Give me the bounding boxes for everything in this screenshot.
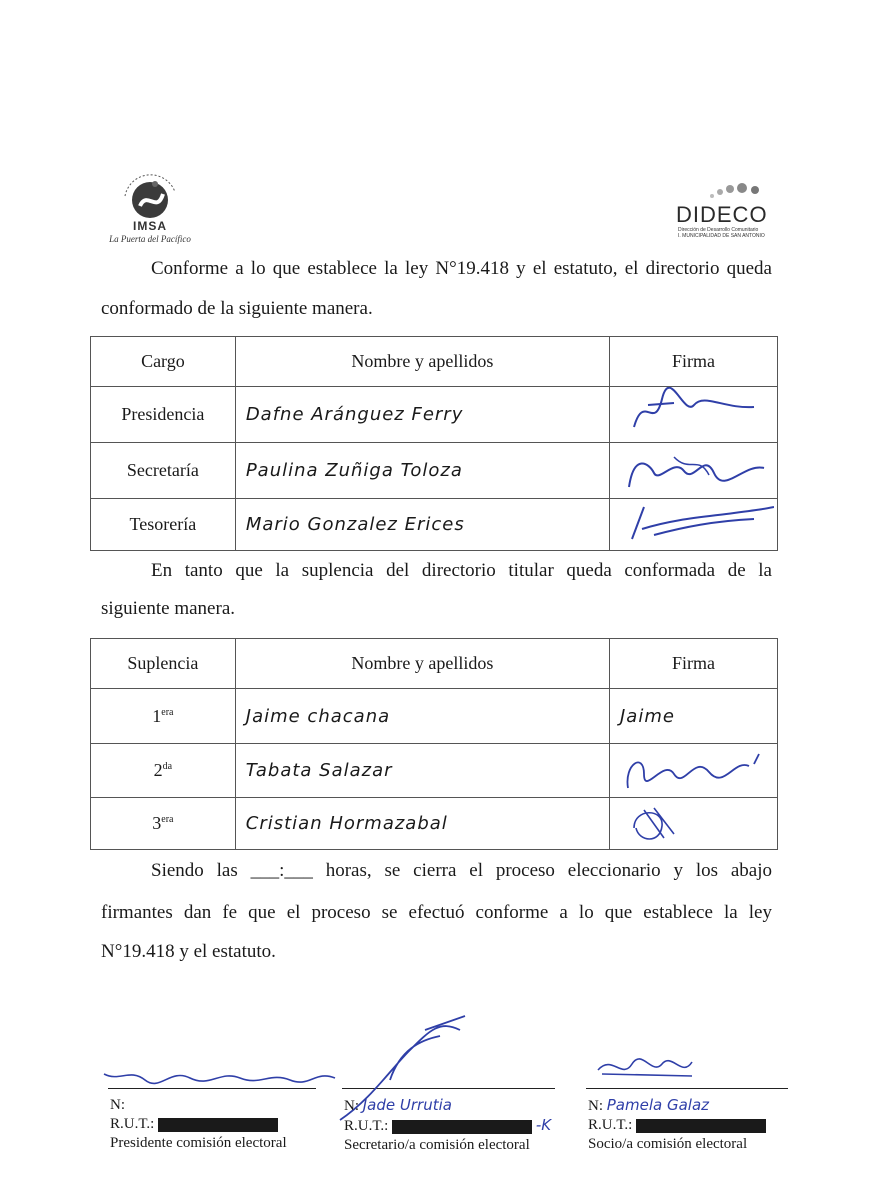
suplencia-cell [91,689,236,744]
signature-cell [610,443,778,499]
suplencia-ordinal: era [161,706,174,718]
table-row [91,744,778,798]
table-row [91,387,778,443]
role-label: Socio/a comisión electoral [588,1136,748,1152]
suplencia-number: 3 [152,813,162,833]
paragraph-3-line-2: firmantes dan fe que el proceso se efectuó conforme a lo que establece la ley [101,902,772,923]
paragraph-3-line-3: N°19.418 y el estatuto. [101,941,276,962]
paragraph-1-line-2: conformado de la siguiente manera. [101,298,373,319]
signature-scribble-icon [614,443,774,493]
name-field [588,1096,788,1116]
signature-scribble-icon [614,499,774,545]
name-field [344,1096,574,1116]
rut-label: R.U.T.: [588,1117,633,1133]
table-header-row [91,337,778,387]
suplencia-cell [91,798,236,850]
handwritten-name: Pamela Galaz [606,1096,710,1114]
handwritten-name: Tabata Salazar [235,744,609,798]
handwritten-rut-tail: -K [535,1116,552,1134]
rut-field [344,1116,574,1136]
dideco-sub-line1: Dirección de Desarrollo Comunitario [678,227,759,233]
handwritten-signature: Jaime [610,689,778,744]
paragraph-2-line-2: siguiente manera. [101,598,236,619]
signature-scribble-icon [100,1058,360,1098]
signature-scribble-icon [592,1050,702,1086]
name-field-label: N: [110,1097,125,1113]
cargo-cell: Tesorería [91,499,236,551]
redacted-rut [636,1119,766,1133]
column-header-nombre: Nombre y apellidos [235,337,609,387]
handwritten-name: Cristian Hormazabal [235,798,609,850]
signature-scribble-icon [614,744,774,792]
cargo-cell: Presidencia [91,387,236,443]
rut-field [588,1116,788,1135]
column-header-suplencia: Suplencia [91,639,236,689]
imsa-logo-name: IMSA [133,219,167,233]
table-row [91,689,778,744]
handwritten-name: Mario Gonzalez Erices [235,499,609,551]
role-label: Presidente comisión electoral [110,1135,287,1151]
suplencia-number: 2 [153,760,163,780]
directorio-table [90,336,778,551]
name-field-label: N: [588,1098,603,1114]
redacted-rut [158,1118,278,1132]
dideco-logo-name: DIDECO [676,202,768,227]
column-header-firma: Firma [610,639,778,689]
signature-cell [610,499,778,551]
signature-cell [610,744,778,798]
paragraph-3-line-1: Siendo las ___:___ horas, se cierra el proceso eleccionario y los abajo [151,860,772,881]
suplencia-ordinal: da [162,761,173,772]
suplencia-number: 1 [152,705,162,726]
suplencia-ordinal: era [161,814,174,825]
signature-line-socio [586,1088,788,1089]
signature-scribble-icon [614,798,774,844]
signature-block-secretario [344,1096,574,1155]
column-header-nombre: Nombre y apellidos [235,639,609,689]
role-label: Secretario/a comisión electoral [344,1137,530,1153]
imsa-logo [95,170,205,250]
dideco-dots-icon [668,180,778,204]
handwritten-name: Paulina Zuñiga Toloza [235,443,609,499]
imsa-logo-motto: La Puerta del Pacífico [109,234,191,244]
column-header-cargo: Cargo [91,337,236,387]
paragraph-2-line-1: En tanto que la suplencia del directorio titular queda conformada de la [151,560,772,581]
paragraph-1-line-1: Conforme a lo que establece la ley N°19.418 y el estatuto, el directorio queda [151,258,772,279]
signature-block-socio [588,1096,788,1154]
signature-cell [610,798,778,850]
signature-cell [610,387,778,443]
rut-field [110,1115,330,1134]
rut-label: R.U.T.: [344,1118,389,1134]
suplencia-cell [91,744,236,798]
redacted-rut [392,1120,532,1134]
dideco-logo-subtitle [678,227,778,239]
column-header-firma: Firma [610,337,778,387]
table-header-row [91,639,778,689]
table-row [91,443,778,499]
imsa-emblem-icon [95,170,205,220]
signature-scribble-icon [614,387,774,437]
handwritten-name: Dafne Aránguez Ferry [235,387,609,443]
table-row [91,499,778,551]
suplencia-table [90,638,778,850]
rut-label: R.U.T.: [110,1116,155,1132]
table-row [91,798,778,850]
handwritten-name: Jaime chacana [235,689,609,744]
name-field-label: N: [344,1098,359,1114]
dideco-sub-line2: I. MUNICIPALIDAD DE SAN ANTONIO [678,233,765,239]
signature-block-presidente [110,1096,330,1153]
cargo-cell: Secretaría [91,443,236,499]
handwritten-name: Jade Urrutia [362,1096,452,1114]
dideco-logo [668,180,778,242]
